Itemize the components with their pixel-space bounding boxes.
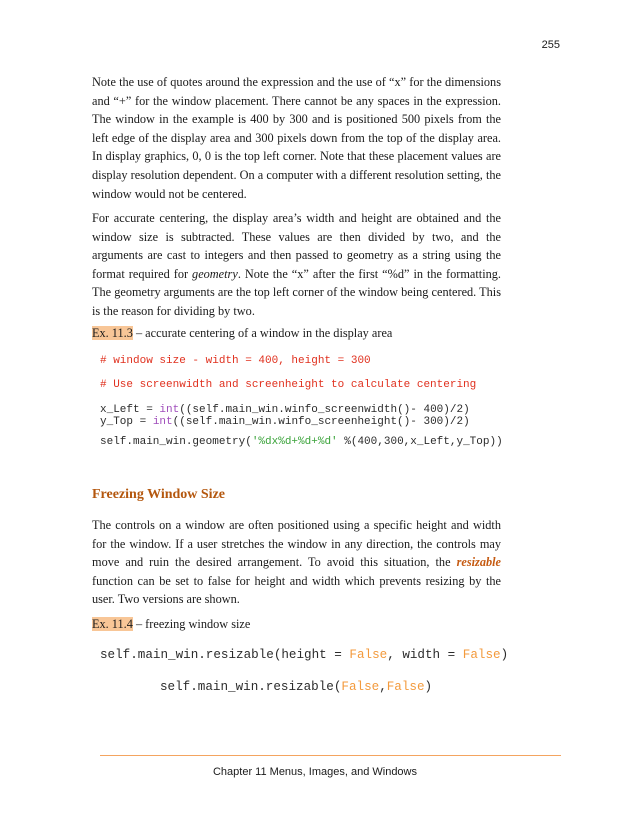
code-geom-a: self.main_win.geometry( <box>100 436 252 448</box>
code-comment-window-size: # window size - width = 400, height = 300 <box>100 355 371 367</box>
p3-text-b: function can be set to false for height and width which prevents resizing by the user. Two versions are shown. <box>92 573 501 607</box>
footer-divider <box>100 755 561 756</box>
paragraph-freezing <box>92 516 501 609</box>
page-number: 255 <box>541 39 560 51</box>
code-r1-b: , width = <box>387 648 463 662</box>
code-xleft-a: x_Left = <box>100 404 160 416</box>
code-geom-format-string: '%dx%d+%d+%d' <box>251 436 338 448</box>
code-line-geometry <box>100 436 503 448</box>
code-r2-false-1: False <box>341 680 380 694</box>
code-ytop-int-keyword: int <box>152 416 173 428</box>
code-r1-false-1: False <box>349 648 388 662</box>
example-caption-2: – freezing window size <box>132 617 251 631</box>
example-11-3-label <box>92 326 392 341</box>
p3-resizable-term: resizable <box>456 555 501 570</box>
example-number: Ex. 11.3 <box>92 326 133 340</box>
section-heading: Freezing Window Size <box>92 487 225 502</box>
code-r2-b: , <box>379 680 387 694</box>
code-r2-c: ) <box>424 680 433 694</box>
p2-geometry-term: geometry <box>192 266 238 281</box>
p2-text-a: For accurate centering, the display area’s width and height are obtained and the window size is subtracted. These values are then divided by two, and the arguments are cast to integers and then passed to geometry as a string using the format required for <box>92 211 501 281</box>
page-footer: Chapter 11 Menus, Images, and Windows <box>212 766 417 778</box>
code-r1-a: self.main_win.resizable(height = <box>100 648 350 662</box>
code-xleft-int-keyword: int <box>159 404 180 416</box>
code-comment-screenwidth: # Use screenwidth and screenheight to calculate centering <box>100 379 477 391</box>
code-line-ytop <box>100 416 470 428</box>
p3-text-a: The controls on a window are often positioned using a specific height and width for the window. If a user stretches the window in any direction, the controls may move and ruin the desired arrangement. To avoid this situation, the <box>92 518 501 570</box>
code-line-xleft <box>100 404 470 416</box>
code-r2-false-2: False <box>386 680 425 694</box>
code-line-resizable-1 <box>100 649 508 661</box>
paragraph-accurate-centering <box>92 209 501 321</box>
code-ytop-a: y_Top = <box>100 416 153 428</box>
paragraph-quotes-note: Note the use of quotes around the expression and the use of “x” for the dimensions and “+” for the window placement. There cannot be any spaces in the expression. The window in the example is 400 by 300 and is positioned 500 pixels from the left edge of the display area and 300 pixels down from the top of the display area. In display graphics, 0, 0 is the top left corner. Note that these placement values are display resolution dependent. On a computer with a different resolution setting, the window would not be centered. <box>92 75 501 201</box>
code-r2-a: self.main_win.resizable( <box>160 680 342 694</box>
code-xleft-b: ((self.main_win.winfo_screenwidth()- 400)/2) <box>179 404 470 416</box>
example-number-2: Ex. 11.4 <box>92 617 133 631</box>
code-geom-b: %(400,300,x_Left,y_Top)) <box>337 436 503 448</box>
code-ytop-b: ((self.main_win.winfo_screenheight()- 300)/2) <box>172 416 470 428</box>
example-11-4-label <box>92 617 250 632</box>
code-r1-false-2: False <box>462 648 501 662</box>
code-line-resizable-2 <box>160 681 432 693</box>
p2-text-b: . Note the “x” after the first “%d” in the formatting. The geometry arguments are the top left corner of the window being centered. This is the reason for dividing by two. <box>92 266 501 318</box>
example-caption: – accurate centering of a window in the display area <box>132 326 393 340</box>
code-r1-c: ) <box>500 648 509 662</box>
